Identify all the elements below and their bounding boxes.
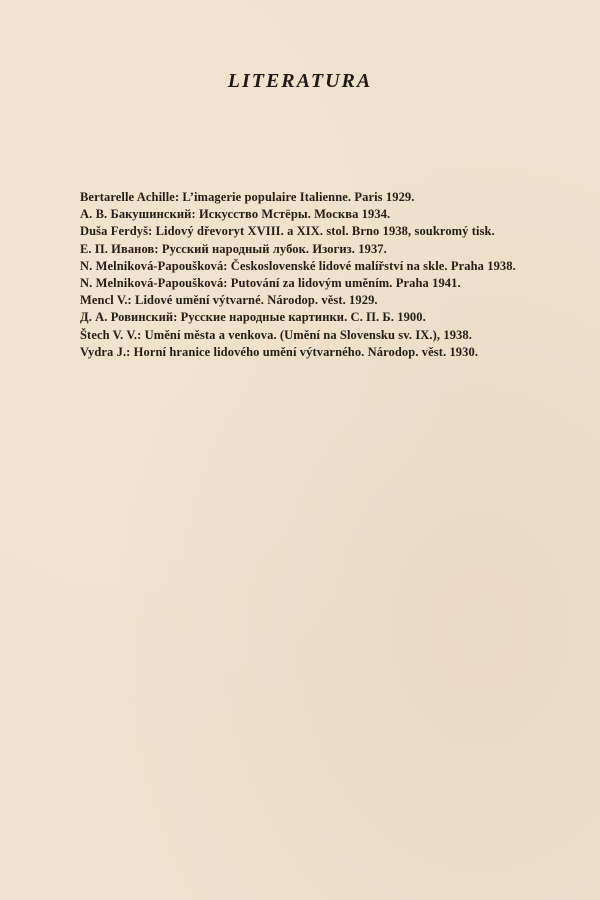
bibliography-entry: Duša Ferdyš: Lidový dřevoryt XVIII. a XIX. stol. Brno 1938, soukromý tisk. [80,224,495,239]
bibliography-entry: Mencl V.: Lidové umění výtvarné. Národop. věst. 1929. [80,293,378,308]
bibliography-entry: Bertarelle Achille: L’imagerie populaire Italienne. Paris 1929. [80,190,415,204]
bibliography-entry: Štech V. V.: Umění města a venkova. (Umění na Slovensku sv. IX.), 1938. [80,327,472,342]
bibliography-entry: Vydra J.: Horní hranice lidového umění výtvarného. Národop. věst. 1930. [80,344,479,359]
bibliography-entry: N. Melniková-Papoušková: Československé lidové malířství na skle. Praha 1938. [80,258,516,273]
bibliography-list [80,189,590,361]
bibliography-entry: N. Melniková-Papoušková: Putování za lidovým uměním. Praha 1941. [80,276,461,291]
bibliography-entry: Е. П. Иванов: Русский народный лубок. Изогиз. 1937. [80,241,387,256]
bibliography-entry: А. В. Бакушинский: Искусство Мстёры. Москва 1934. [80,207,391,222]
bibliography-entry: Д. А. Ровинский: Русские народные картинки. С. П. Б. 1900. [80,310,426,325]
page-heading: LITERATURA [227,70,373,92]
